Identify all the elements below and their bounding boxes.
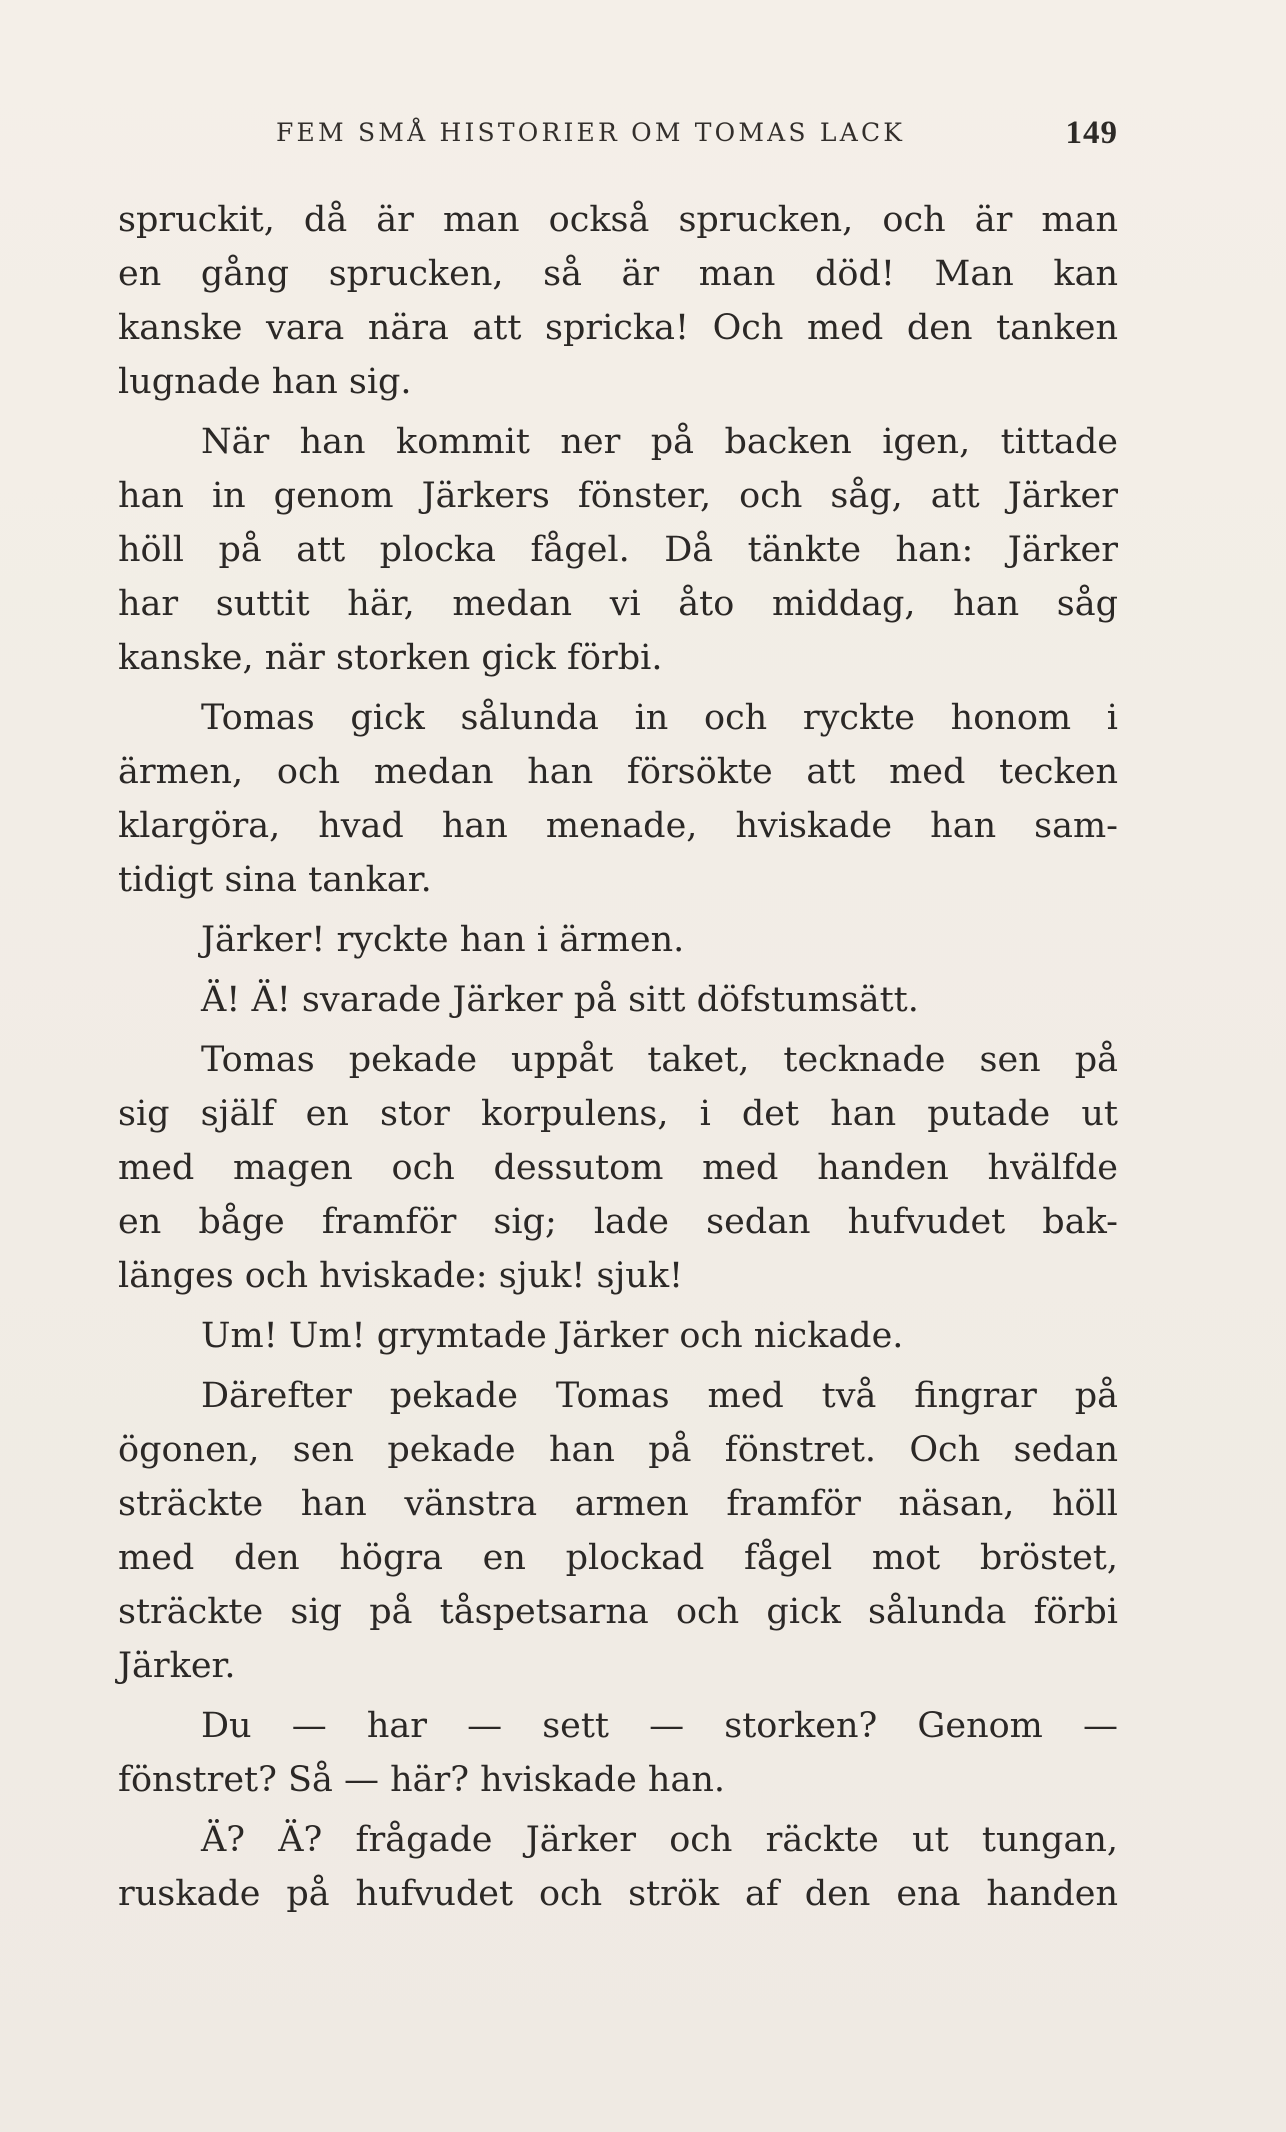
body-text	[118, 193, 1118, 1921]
text-line: Tomas pekade uppåt taket, tecknade sen på	[201, 1040, 1118, 1080]
text-line: länges och hviskade: sjuk! sjuk!	[118, 1256, 684, 1296]
text-line: en gång sprucken, så är man död! Man kan	[118, 254, 1118, 294]
paragraph	[118, 691, 1118, 907]
text-line: ögonen, sen pekade han på fönstret. Och sedan	[118, 1430, 1118, 1470]
paragraph	[118, 1813, 1118, 1921]
text-line: tidigt sina tankar.	[118, 860, 432, 900]
paragraph	[118, 1033, 1118, 1303]
text-line: har suttit här, medan vi åto middag, han såg	[118, 584, 1118, 624]
text-line: Därefter pekade Tomas med två fingrar på	[201, 1376, 1118, 1416]
paragraph	[118, 193, 1118, 409]
text-line: Ä! Ä! svarade Järker på sitt döfstumsätt.	[201, 980, 919, 1020]
text-line: sträckte sig på tåspetsarna och gick sålunda förbi	[118, 1592, 1118, 1632]
text-line: sträckte han vänstra armen framför näsan, höll	[118, 1484, 1118, 1524]
text-line: en båge framför sig; lade sedan hufvudet bak-	[118, 1202, 1118, 1242]
text-line: kanske, när storken gick förbi.	[118, 638, 663, 678]
paragraph	[118, 1309, 1118, 1363]
text-line: ärmen, och medan han försökte att med tecken	[118, 752, 1118, 792]
text-line: ruskade på hufvudet och strök af den ena handen	[118, 1874, 1118, 1914]
paragraph	[118, 1369, 1118, 1693]
text-line: Ä? Ä? frågade Järker och räckte ut tungan,	[201, 1820, 1118, 1860]
text-line: kanske vara nära att spricka! Och med den tanken	[118, 308, 1118, 348]
paragraph	[118, 973, 1118, 1027]
text-line: höll på att plocka fågel. Då tänkte han: Järker	[118, 530, 1118, 570]
text-line: Järker.	[118, 1646, 236, 1686]
text-line: sig själf en stor korpulens, i det han putade ut	[118, 1094, 1118, 1134]
paragraph	[118, 1699, 1118, 1807]
text-line: han in genom Järkers fönster, och såg, att Järker	[118, 476, 1118, 516]
text-line: lugnade han sig.	[118, 362, 412, 402]
text-line: med magen och dessutom med handen hvälfde	[118, 1148, 1118, 1188]
running-head	[118, 115, 1118, 158]
text-line: med den högra en plockad fågel mot bröstet,	[118, 1538, 1118, 1578]
text-line: fönstret? Så — här? hviskade han.	[118, 1760, 725, 1800]
text-line: Du — har — sett — storken? Genom —	[201, 1706, 1118, 1746]
text-line: Tomas gick sålunda in och ryckte honom i	[201, 698, 1118, 738]
paragraph	[118, 415, 1118, 685]
text-line: klargöra, hvad han menade, hviskade han sam-	[118, 806, 1118, 846]
text-line: När han kommit ner på backen igen, tittade	[201, 422, 1118, 462]
text-line: Um! Um! grymtade Järker och nickade.	[201, 1316, 904, 1356]
page-number: 149	[1065, 115, 1118, 151]
paragraph	[118, 913, 1118, 967]
text-line: spruckit, då är man också sprucken, och är man	[118, 200, 1118, 240]
text-line: Järker! ryckte han i ärmen.	[201, 920, 685, 960]
running-head-title: FEM SMÅ HISTORIER OM TOMAS LACK	[276, 118, 906, 147]
